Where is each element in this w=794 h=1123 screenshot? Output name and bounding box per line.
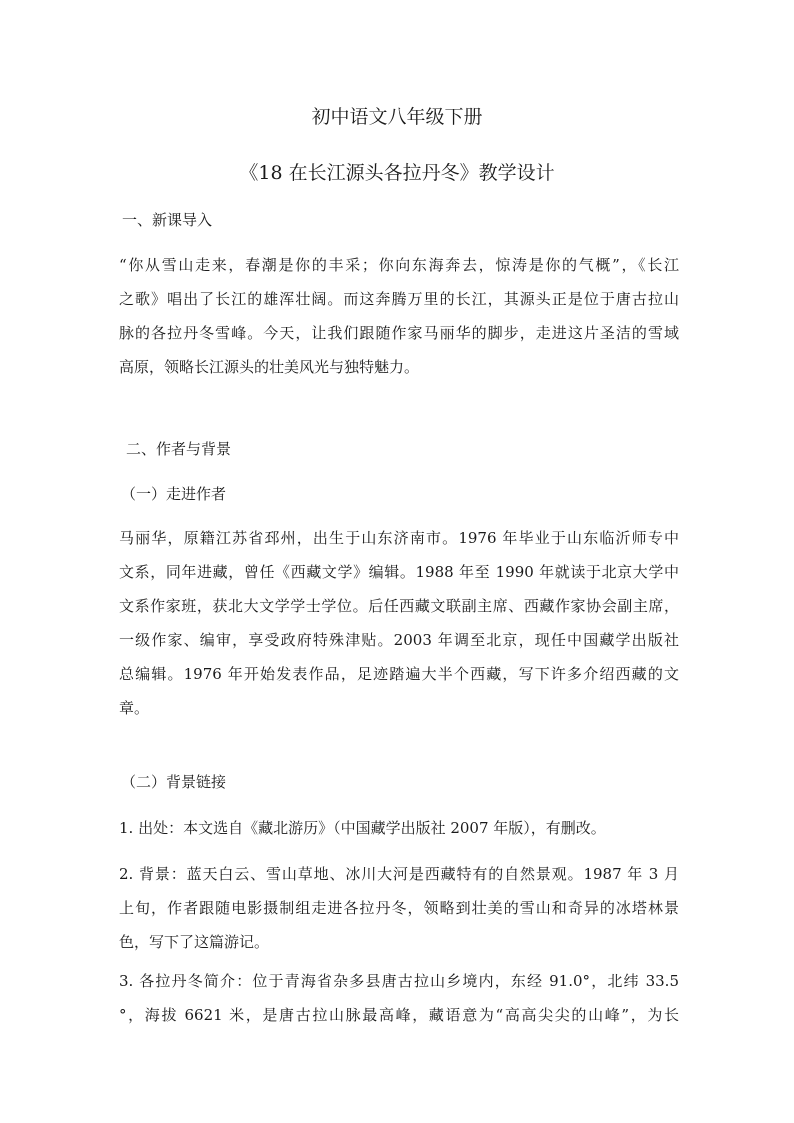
background-item-source [119,811,679,845]
background-item-context [119,857,679,959]
intro-paragraph [119,248,679,384]
paragraph-line: “你从雪山走来，春潮是你的丰采；你向东海奔去，惊涛是你的气概”，《长江 [119,256,679,274]
paragraph-line: 文系，同年进藏，曾任《西藏文学》编辑。1988 年至 1990 年就读于北京大学中 [119,563,679,581]
subsection-heading-author: （一）走进作者 [121,485,227,503]
paragraph-line: 总编辑。1976 年开始发表作品，足迹踏遍大半个西藏，写下许多介绍西藏的文 [119,665,679,683]
paragraph-line: 之歌》唱出了长江的雄浑壮阔。而这奔腾万里的长江，其源头正是位于唐古拉山 [119,290,679,308]
paragraph-line: 马丽华，原籍江苏省邳州，出生于山东济南市。1976 年毕业于山东临沂师专中 [119,529,679,547]
paragraph-line: 色，写下了这篇游记。 [119,933,270,951]
paragraph-line: 3. 各拉丹冬简介：位于青海省杂多县唐古拉山乡境内，东经 91.0°，北纬 33.5 [119,972,679,990]
document-subtitle: 初中语文八年级下册 [311,106,483,128]
paragraph-line: 高原，领略长江源头的壮美风光与独特魅力。 [119,358,420,376]
subsection-heading-background: （二）背景链接 [121,773,227,791]
paragraph-line: 章。 [119,699,150,717]
paragraph-line: 一级作家、编审，享受政府特殊津贴。2003 年调至北京，现任中国藏学出版社 [119,631,679,649]
paragraph-line: 上旬，作者跟随电影摄制组走进各拉丹冬，领略到壮美的雪山和奇异的冰塔林景 [119,899,679,917]
paragraph-line: 1. 出处：本文选自《藏北游历》（中国藏学出版社 2007 年版），有删改。 [119,819,606,837]
document-title: 《18 在长江源头各拉丹冬》教学设计 [239,162,555,184]
section-heading-intro: 一、新课导入 [122,211,213,229]
section-heading-author-background: 二、作者与背景 [126,440,232,458]
paragraph-line: 脉的各拉丹冬雪峰。今天，让我们跟随作家马丽华的脚步，走进这片圣洁的雪域 [119,324,679,342]
paragraph-line: °，海拔 6621 米，是唐古拉山脉最高峰，藏语意为“高高尖尖的山峰”，为长 [119,1006,679,1024]
paragraph-line: 文系作家班，获北大文学学士学位。后任西藏文联副主席、西藏作家协会副主席， [119,597,679,615]
background-item-geladandong [119,964,679,1032]
paragraph-line: 2. 背景：蓝天白云、雪山草地、冰川大河是西藏特有的自然景观。1987 年 3 月 [119,865,679,883]
author-paragraph [119,521,679,725]
